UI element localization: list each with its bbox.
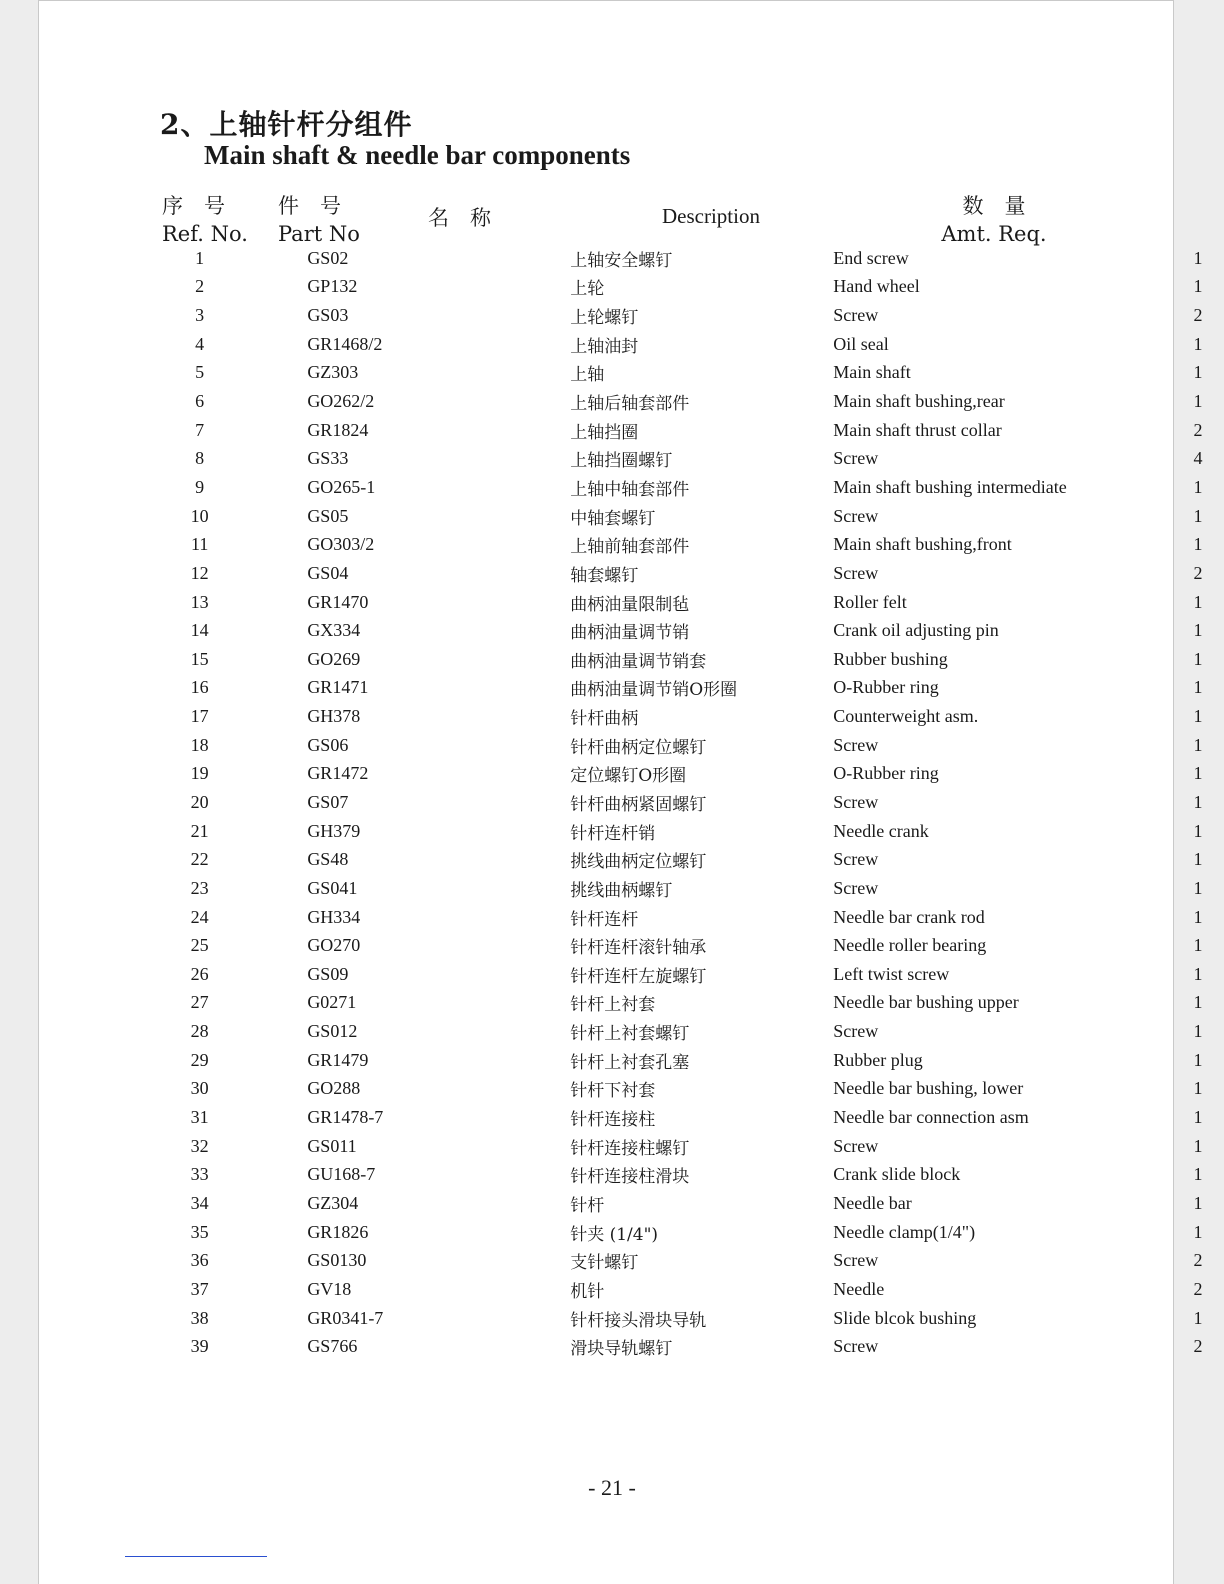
description-cell: Needle bar bushing upper <box>833 992 1019 1013</box>
table-row <box>0 731 1224 760</box>
table-row <box>0 1189 1224 1218</box>
amount-cell: 1 <box>1193 1021 1203 1042</box>
description-cell: Needle clamp(1/4") <box>833 1221 976 1242</box>
table-row <box>0 1304 1224 1333</box>
amount-cell: 1 <box>1193 534 1203 555</box>
description-cell: Oil seal <box>833 333 889 354</box>
table-row <box>0 502 1224 531</box>
part-number-cell: GZ304 <box>307 1192 359 1213</box>
chinese-name-cell: 针杆接头滑块导轨 <box>570 1310 707 1331</box>
chinese-name-cell: 针杆 <box>570 1195 605 1216</box>
description-cell: Hand wheel <box>833 276 920 297</box>
table-row <box>0 1075 1224 1104</box>
column-header-amount <box>938 192 1050 248</box>
part-number-cell: GO270 <box>307 935 361 956</box>
table-row <box>0 674 1224 703</box>
part-number-cell: GO262/2 <box>307 391 375 412</box>
description-cell: Screw <box>833 1021 879 1042</box>
ref-cell: 37 <box>190 1278 209 1299</box>
chinese-name-cell: 针夹 (1/4") <box>570 1224 659 1245</box>
chinese-name-cell: 上轴中轴套部件 <box>570 479 690 500</box>
part-number-cell: GS041 <box>307 877 358 898</box>
description-cell: Main shaft bushing,front <box>833 534 1012 555</box>
page-number: - 21 - <box>588 1475 636 1500</box>
ref-cell: 25 <box>190 935 209 956</box>
column-header-ref-en: Ref. No. <box>162 222 248 246</box>
ref-cell: 18 <box>190 734 209 755</box>
part-number-cell: GO288 <box>307 1078 361 1099</box>
amount-cell: 1 <box>1193 391 1203 412</box>
table-row <box>0 301 1224 330</box>
description-cell: Main shaft bushing,rear <box>833 391 1005 412</box>
table-row <box>0 645 1224 674</box>
section-title-english: Main shaft & needle bar components <box>204 140 631 170</box>
chinese-name-cell: 支针螺钉 <box>570 1253 639 1274</box>
table-row <box>0 273 1224 302</box>
ref-cell: 39 <box>190 1336 209 1357</box>
description-cell: Roller felt <box>833 591 907 612</box>
table-row <box>0 1246 1224 1275</box>
description-cell: Counterweight asm. <box>833 706 979 727</box>
table-row <box>0 702 1224 731</box>
ref-cell: 15 <box>190 648 209 669</box>
chinese-name-cell: 针杆连接柱滑块 <box>570 1167 690 1188</box>
part-number-cell: GO303/2 <box>307 534 375 555</box>
chinese-name-cell: 曲柄油量调节销套 <box>570 651 707 672</box>
part-number-cell: GR1468/2 <box>307 333 383 354</box>
description-cell: O-Rubber ring <box>833 763 939 784</box>
description-cell: Screw <box>833 305 879 326</box>
section-title-chinese: 2、上轴针杆分组件 <box>160 108 413 141</box>
parts-table-body <box>0 244 1224 1361</box>
chinese-name-cell: 中轴套螺钉 <box>570 508 656 529</box>
table-row <box>0 616 1224 645</box>
amount-cell: 1 <box>1193 1307 1203 1328</box>
ref-cell: 28 <box>190 1021 209 1042</box>
ref-cell: 26 <box>190 963 209 984</box>
part-number-cell: GR1479 <box>307 1049 369 1070</box>
amount-cell: 1 <box>1193 1107 1203 1128</box>
part-number-cell: GR0341-7 <box>307 1307 384 1328</box>
ref-cell: 4 <box>195 333 205 354</box>
column-header-description <box>662 202 760 230</box>
amount-cell: 1 <box>1193 362 1203 383</box>
part-number-cell: GR1471 <box>307 677 369 698</box>
amount-cell: 1 <box>1193 763 1203 784</box>
amount-cell: 1 <box>1193 247 1203 268</box>
part-number-cell: GP132 <box>307 276 358 297</box>
amount-cell: 4 <box>1193 448 1203 469</box>
amount-cell: 1 <box>1193 1049 1203 1070</box>
part-number-cell: GR1824 <box>307 419 369 440</box>
table-row <box>0 817 1224 846</box>
chinese-name-cell: 针杆连接柱螺钉 <box>570 1138 690 1159</box>
chinese-name-cell: 上轮螺钉 <box>570 308 639 329</box>
description-cell: Crank slide block <box>833 1164 961 1185</box>
description-cell: Needle roller bearing <box>833 935 987 956</box>
description-cell: Left twist screw <box>833 963 950 984</box>
part-number-cell: GZ303 <box>307 362 359 383</box>
chinese-name-cell: 挑线曲柄定位螺钉 <box>570 852 707 873</box>
description-cell: Screw <box>833 734 879 755</box>
description-cell: Screw <box>833 562 879 583</box>
part-number-cell: GV18 <box>307 1278 352 1299</box>
part-number-cell: G0271 <box>307 992 357 1013</box>
description-cell: Needle bar bushing, lower <box>833 1078 1024 1099</box>
table-row <box>0 788 1224 817</box>
description-cell: Rubber plug <box>833 1049 923 1070</box>
chinese-name-cell: 针杆曲柄紧固螺钉 <box>570 794 707 815</box>
ref-cell: 21 <box>190 820 209 841</box>
amount-cell: 1 <box>1193 877 1203 898</box>
description-cell: Screw <box>833 448 879 469</box>
ref-cell: 38 <box>190 1307 209 1328</box>
part-number-cell: GO269 <box>307 648 361 669</box>
description-cell: Needle bar <box>833 1192 912 1213</box>
table-row <box>0 330 1224 359</box>
column-header-part <box>278 192 360 248</box>
amount-cell: 1 <box>1193 677 1203 698</box>
ref-cell: 5 <box>195 362 205 383</box>
description-cell: End screw <box>833 247 909 268</box>
description-cell: Slide blcok bushing <box>833 1307 977 1328</box>
table-row <box>0 416 1224 445</box>
chinese-name-cell: 上轴前轴套部件 <box>570 537 690 558</box>
description-cell: Needle bar crank rod <box>833 906 985 927</box>
column-header-description-en: Description <box>662 204 760 228</box>
table-row <box>0 845 1224 874</box>
amount-cell: 1 <box>1193 992 1203 1013</box>
table-row <box>0 387 1224 416</box>
ref-cell: 3 <box>195 305 205 326</box>
description-cell: O-Rubber ring <box>833 677 939 698</box>
description-cell: Screw <box>833 791 879 812</box>
part-number-cell: GS07 <box>307 791 349 812</box>
ref-cell: 17 <box>190 706 209 727</box>
ref-cell: 29 <box>190 1049 209 1070</box>
ref-cell: 19 <box>190 763 209 784</box>
chinese-name-cell: 针杆上衬套 <box>570 995 656 1016</box>
column-header-ref <box>162 192 248 248</box>
column-header-ref-cn: 序 号 <box>162 194 225 218</box>
table-row <box>0 989 1224 1018</box>
chinese-name-cell: 针杆曲柄定位螺钉 <box>570 737 707 758</box>
description-cell: Needle <box>833 1278 885 1299</box>
ref-cell: 12 <box>190 562 209 583</box>
amount-cell: 1 <box>1193 1192 1203 1213</box>
description-cell: Screw <box>833 1336 879 1357</box>
chinese-name-cell: 曲柄油量调节销O形圈 <box>570 680 738 701</box>
table-row <box>0 1275 1224 1304</box>
table-row <box>0 359 1224 388</box>
chinese-name-cell: 上轴挡圈 <box>570 422 639 443</box>
ref-cell: 34 <box>190 1192 209 1213</box>
amount-cell: 1 <box>1193 276 1203 297</box>
amount-cell: 1 <box>1193 820 1203 841</box>
amount-cell: 2 <box>1193 1250 1203 1271</box>
chinese-name-cell: 机针 <box>570 1281 605 1302</box>
amount-cell: 1 <box>1193 505 1203 526</box>
amount-cell: 1 <box>1193 1164 1203 1185</box>
part-number-cell: GH378 <box>307 706 361 727</box>
amount-cell: 2 <box>1193 562 1203 583</box>
part-number-cell: GS48 <box>307 849 349 870</box>
column-header-name <box>428 204 491 232</box>
description-cell: Screw <box>833 1250 879 1271</box>
table-row <box>0 530 1224 559</box>
table-row <box>0 931 1224 960</box>
ref-cell: 22 <box>190 849 209 870</box>
ref-cell: 10 <box>190 505 209 526</box>
ref-cell: 8 <box>195 448 205 469</box>
amount-cell: 1 <box>1193 1221 1203 1242</box>
amount-cell: 1 <box>1193 906 1203 927</box>
part-number-cell: GU168-7 <box>307 1164 376 1185</box>
ref-cell: 31 <box>190 1107 209 1128</box>
table-row <box>0 473 1224 502</box>
table-row <box>0 244 1224 273</box>
ref-cell: 9 <box>195 476 205 497</box>
chinese-name-cell: 针杆连杆销 <box>570 823 656 844</box>
chinese-name-cell: 针杆上衬套孔塞 <box>570 1052 690 1073</box>
description-cell: Rubber bushing <box>833 648 948 669</box>
chinese-name-cell: 针杆连杆滚针轴承 <box>570 938 707 959</box>
ref-cell: 33 <box>190 1164 209 1185</box>
amount-cell: 2 <box>1193 305 1203 326</box>
ref-cell: 11 <box>190 534 209 555</box>
table-row <box>0 960 1224 989</box>
part-number-cell: GS0130 <box>307 1250 367 1271</box>
part-number-cell: GR1470 <box>307 591 369 612</box>
table-row <box>0 1132 1224 1161</box>
amount-cell: 1 <box>1193 648 1203 669</box>
amount-cell: 1 <box>1193 963 1203 984</box>
ref-cell: 7 <box>195 419 205 440</box>
ref-cell: 36 <box>190 1250 209 1271</box>
table-row <box>0 1218 1224 1247</box>
part-number-cell: GX334 <box>307 620 361 641</box>
amount-cell: 1 <box>1193 620 1203 641</box>
parts-table <box>0 244 1224 1361</box>
amount-cell: 1 <box>1193 706 1203 727</box>
part-number-cell: GS04 <box>307 562 349 583</box>
amount-cell: 1 <box>1193 1135 1203 1156</box>
column-header-part-en: Part No <box>278 222 360 246</box>
part-number-cell: GS09 <box>307 963 349 984</box>
table-row <box>0 1017 1224 1046</box>
part-number-cell: GS33 <box>307 448 349 469</box>
description-cell: Main shaft thrust collar <box>833 419 1002 440</box>
chinese-name-cell: 针杆上衬套螺钉 <box>570 1024 690 1045</box>
table-row <box>0 1103 1224 1132</box>
part-number-cell: GS03 <box>307 305 349 326</box>
ref-cell: 32 <box>190 1135 209 1156</box>
ref-cell: 23 <box>190 877 209 898</box>
description-cell: Needle crank <box>833 820 929 841</box>
amount-cell: 1 <box>1193 1078 1203 1099</box>
amount-cell: 1 <box>1193 333 1203 354</box>
chinese-name-cell: 针杆下衬套 <box>570 1081 656 1102</box>
amount-cell: 2 <box>1193 419 1203 440</box>
amount-cell: 1 <box>1193 935 1203 956</box>
chinese-name-cell: 上轴挡圈螺钉 <box>570 451 673 472</box>
chinese-name-cell: 曲柄油量限制毡 <box>570 594 690 615</box>
chinese-name-cell: 轴套螺钉 <box>570 565 639 586</box>
table-row <box>0 588 1224 617</box>
description-cell: Screw <box>833 1135 879 1156</box>
part-number-cell: GS02 <box>307 247 349 268</box>
part-number-cell: GH379 <box>307 820 361 841</box>
chinese-name-cell: 上轮 <box>570 279 605 300</box>
table-row <box>0 903 1224 932</box>
description-cell: Screw <box>833 877 879 898</box>
table-row <box>0 1332 1224 1361</box>
chinese-name-cell: 针杆连接柱 <box>570 1110 656 1131</box>
table-row <box>0 760 1224 789</box>
ref-cell: 13 <box>190 591 209 612</box>
ref-cell: 1 <box>195 247 205 268</box>
ref-cell: 2 <box>195 276 205 297</box>
amount-cell: 1 <box>1193 476 1203 497</box>
chinese-name-cell: 针杆连杆 <box>570 909 639 930</box>
footer-link-underline <box>125 1556 267 1557</box>
ref-cell: 27 <box>190 992 209 1013</box>
ref-cell: 24 <box>190 906 209 927</box>
chinese-name-cell: 上轴 <box>570 365 605 386</box>
part-number-cell: GR1472 <box>307 763 369 784</box>
amount-cell: 1 <box>1193 591 1203 612</box>
column-header-name-cn: 名 称 <box>428 206 491 230</box>
table-row <box>0 559 1224 588</box>
chinese-name-cell: 定位螺钉O形圈 <box>570 766 687 787</box>
chinese-name-cell: 针杆连杆左旋螺钉 <box>570 966 707 987</box>
chinese-name-cell: 上轴安全螺钉 <box>570 250 673 271</box>
chinese-name-cell: 上轴油封 <box>570 336 639 357</box>
description-cell: Screw <box>833 505 879 526</box>
ref-cell: 35 <box>190 1221 209 1242</box>
ref-cell: 30 <box>190 1078 209 1099</box>
table-row <box>0 874 1224 903</box>
ref-cell: 6 <box>195 391 205 412</box>
chinese-name-cell: 滑块导轨螺钉 <box>570 1339 673 1360</box>
description-cell: Needle bar connection asm <box>833 1107 1029 1128</box>
amount-cell: 2 <box>1193 1336 1203 1357</box>
ref-cell: 14 <box>190 620 209 641</box>
part-number-cell: GS06 <box>307 734 349 755</box>
chinese-name-cell: 曲柄油量调节销 <box>570 623 690 644</box>
amount-cell: 2 <box>1193 1278 1203 1299</box>
chinese-name-cell: 上轴后轴套部件 <box>570 394 690 415</box>
amount-cell: 1 <box>1193 849 1203 870</box>
description-cell: Main shaft <box>833 362 911 383</box>
table-row <box>0 444 1224 473</box>
ref-cell: 20 <box>190 791 209 812</box>
ref-cell: 16 <box>190 677 209 698</box>
chinese-name-cell: 挑线曲柄螺钉 <box>570 880 673 901</box>
table-row <box>0 1161 1224 1190</box>
amount-cell: 1 <box>1193 791 1203 812</box>
description-cell: Screw <box>833 849 879 870</box>
part-number-cell: GH334 <box>307 906 361 927</box>
part-number-cell: GR1478-7 <box>307 1107 384 1128</box>
part-number-cell: GS011 <box>307 1135 357 1156</box>
table-row <box>0 1046 1224 1075</box>
part-number-cell: GR1826 <box>307 1221 369 1242</box>
part-number-cell: GO265-1 <box>307 476 376 497</box>
amount-cell: 1 <box>1193 734 1203 755</box>
description-cell: Crank oil adjusting pin <box>833 620 999 641</box>
description-cell: Main shaft bushing intermediate <box>833 476 1067 497</box>
column-header-amount-en: Amt. Req. <box>941 222 1047 246</box>
part-number-cell: GS766 <box>307 1336 358 1357</box>
column-header-amount-cn: 数 量 <box>962 194 1026 218</box>
column-header-part-cn: 件 号 <box>278 194 341 218</box>
part-number-cell: GS012 <box>307 1021 358 1042</box>
part-number-cell: GS05 <box>307 505 349 526</box>
chinese-name-cell: 针杆曲柄 <box>570 709 639 730</box>
